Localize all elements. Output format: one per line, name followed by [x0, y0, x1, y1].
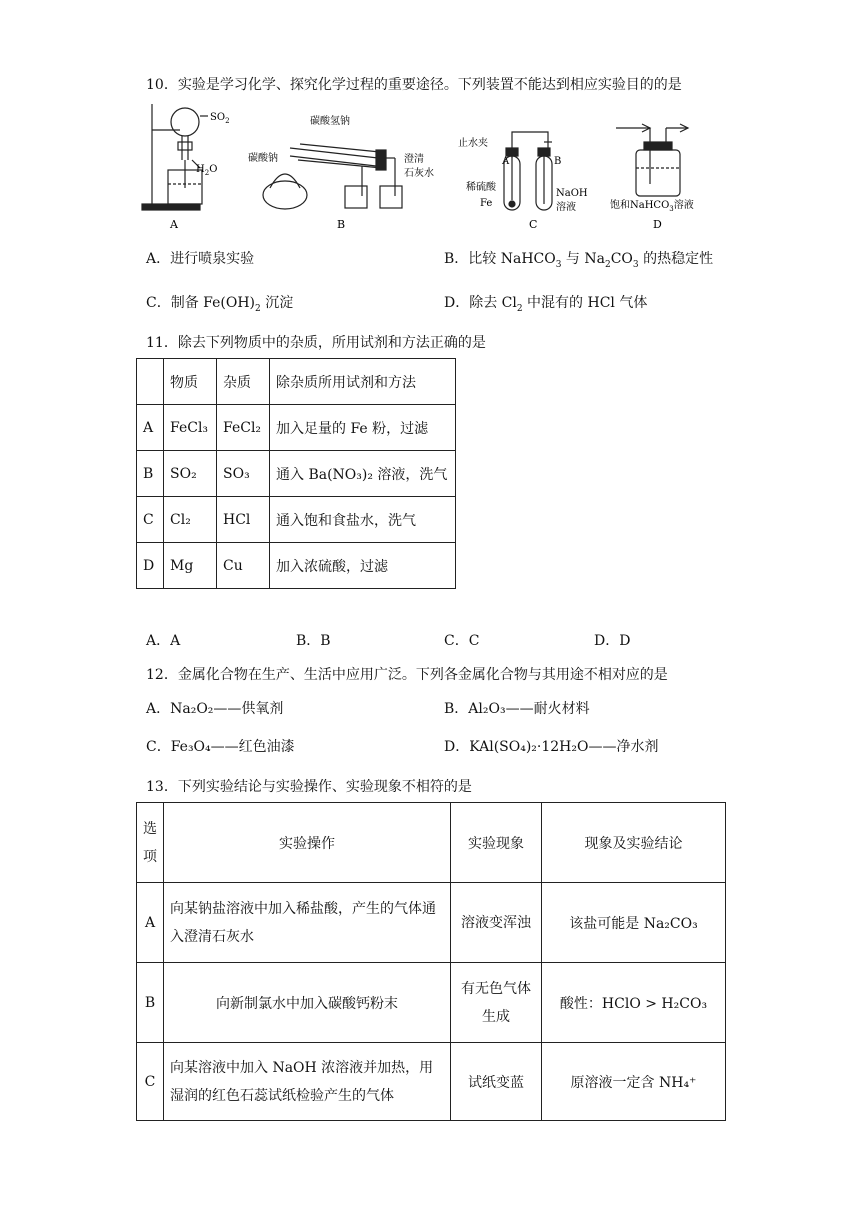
table-row	[137, 883, 726, 963]
fig-a-so2: $SO_2$	[210, 112, 230, 125]
q11-cell: 通入 Ba(NO₃)₂ 溶液，洗气	[270, 451, 456, 497]
apparatus-a-fountain	[142, 104, 208, 210]
q11-header-row	[137, 359, 456, 405]
fig-b-right2: 石灰水	[404, 168, 434, 179]
q10-option-a: A．进行喷泉实验	[146, 251, 255, 267]
fig-c-clip: 止水夹	[458, 138, 488, 149]
fig-c-naoh2: 溶液	[556, 202, 576, 213]
apparatus-d-washing-bottle	[616, 124, 688, 196]
q13-cell: B	[137, 963, 164, 1043]
q13-header-row	[137, 803, 726, 883]
q11-cell: Cu	[217, 543, 270, 589]
apparatus-c-feoh2	[504, 132, 552, 210]
q11-cell: HCl	[217, 497, 270, 543]
q12-stem: 12．金属化合物在生产、生活中应用广泛。下列各金属化合物与其用途不相对应的是	[146, 667, 668, 683]
q12-option-a: A．Na₂O₂——供氧剂	[146, 701, 284, 717]
q12-option-d: D．KAl(SO₄)₂·12H₂O——净水剂	[444, 739, 659, 755]
fig-a-h2o: $H_2O$	[196, 164, 218, 177]
fig-c-a: A	[502, 156, 510, 167]
q11-header-cell: 杂质	[217, 359, 270, 405]
q12-option-c: C．Fe₃O₄——红色油漆	[146, 739, 295, 755]
q11-cell: D	[137, 543, 164, 589]
q13-cell: 向某钠盐溶液中加入稀盐酸，产生的气体通入澄清石灰水	[164, 883, 451, 963]
q13-cell: 试纸变蓝	[451, 1043, 542, 1121]
q11-cell: A	[137, 405, 164, 451]
q11-cell: Mg	[164, 543, 217, 589]
q11-cell: 加入足量的 Fe 粉，过滤	[270, 405, 456, 451]
q13-cell: 原溶液一定含 NH₄⁺	[542, 1043, 726, 1121]
q13-cell: 溶液变浑浊	[451, 883, 542, 963]
q10-option-c: C．制备 $Fe(OH)_2$ 沉淀	[146, 295, 294, 314]
table-row	[137, 1043, 726, 1121]
q11-header-cell: 除杂质所用试剂和方法	[270, 359, 456, 405]
q11-header-cell: 物质	[164, 359, 217, 405]
q11-answer-a: A．A	[146, 633, 181, 649]
q10-option-b: B．比较 NaHCO$_3$ 与 $Na_2CO_3$ 的热稳定性	[444, 251, 714, 270]
fig-c-naoh1: NaOH	[556, 188, 588, 199]
q13-table	[136, 802, 726, 1121]
table-row	[137, 451, 456, 497]
q13-header-cell: 现象及实验结论	[542, 803, 726, 883]
q13-cell: 向新制氯水中加入碳酸钙粉末	[164, 963, 451, 1043]
fig-caption-d: D	[653, 218, 662, 231]
fig-caption-a: A	[170, 218, 178, 231]
q11-cell: C	[137, 497, 164, 543]
table-row	[137, 963, 726, 1043]
fig-c-acid: 稀硫酸	[466, 182, 496, 193]
q13-cell: 有无色气体生成	[451, 963, 542, 1043]
q11-cell: FeCl₂	[217, 405, 270, 451]
q11-cell: FeCl₃	[164, 405, 217, 451]
fig-d-label: 饱和NaHCO$_3$溶液	[610, 200, 694, 213]
q13-header-cell: 实验现象	[451, 803, 542, 883]
fig-b-left: 碳酸钠	[248, 153, 278, 164]
q13-cell: 向某溶液中加入 NaOH 浓溶液并加热，用湿润的红色石蕊试纸检验产生的气体	[164, 1043, 451, 1121]
q11-answer-b: B．B	[296, 633, 331, 649]
q13-header-cell: 实验操作	[164, 803, 451, 883]
q10-stem: 10．实验是学习化学、探究化学过程的重要途径。下列装置不能达到相应实验目的的是	[146, 77, 682, 93]
fig-caption-c: C	[529, 218, 538, 231]
q11-answer-c: C．C	[444, 633, 480, 649]
q13-cell: 该盐可能是 Na₂CO₃	[542, 883, 726, 963]
fig-c-fe: Fe	[480, 198, 493, 209]
apparatus-b-thermal	[263, 144, 402, 209]
q11-cell: 加入浓硫酸，过滤	[270, 543, 456, 589]
fig-c-b: B	[554, 156, 562, 167]
q11-cell: SO₃	[217, 451, 270, 497]
q11-header-cell	[137, 359, 164, 405]
fig-caption-b: B	[337, 218, 346, 231]
fig-b-top: 碳酸氢钠	[310, 116, 350, 127]
q11-answer-d: D．D	[594, 633, 631, 649]
q13-cell: C	[137, 1043, 164, 1121]
table-row	[137, 543, 456, 589]
q10-option-d: D．除去 $Cl_2$ 中混有的 HCl 气体	[444, 295, 648, 314]
q12-option-b: B．Al₂O₃——耐火材料	[444, 701, 590, 717]
fig-b-right1: 澄清	[404, 154, 424, 165]
q11-cell: 通入饱和食盐水，洗气	[270, 497, 456, 543]
q13-header-cell: 选项	[137, 803, 164, 883]
q11-cell: SO₂	[164, 451, 217, 497]
table-row	[137, 405, 456, 451]
q13-stem: 13．下列实验结论与实验操作、实验现象不相符的是	[146, 779, 472, 795]
q13-cell: 酸性：HClO > H₂CO₃	[542, 963, 726, 1043]
q11-table	[136, 358, 456, 589]
q11-cell: Cl₂	[164, 497, 217, 543]
table-row	[137, 497, 456, 543]
q10-apparatus-figure	[140, 100, 720, 236]
q11-cell: B	[137, 451, 164, 497]
q13-cell: A	[137, 883, 164, 963]
q11-stem: 11．除去下列物质中的杂质，所用试剂和方法正确的是	[146, 335, 486, 351]
